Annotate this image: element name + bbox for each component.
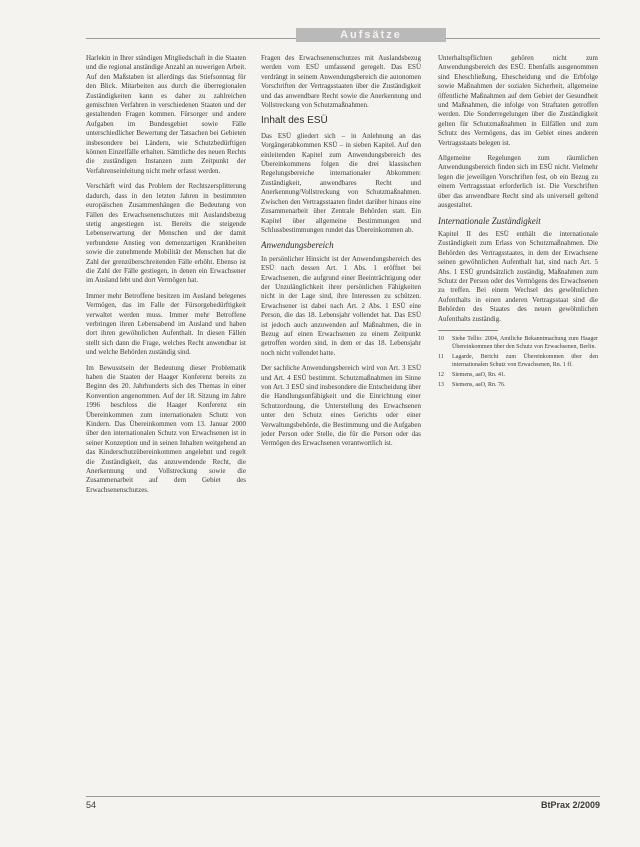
page-footer (86, 800, 600, 814)
paragraph: Immer mehr Betroffene besitzen im Ausland belegenes Vermögen, das im Falle der Fürsorgebedürftigkeit verwaltet werden muss. Immer mehr Betroffene verbringen ihren Lebensabend im Ausland und haben dort ihren gewöhnlichen Aufenthalt. In diesen Fällen stellt sich dann die Frage, welches Recht anwendbar ist und welche Behörden zuständig sind. (86, 291, 246, 357)
footnote-number: 11 (438, 353, 444, 360)
journal-name: BtPrax 2/2009 (540, 800, 600, 810)
footnote (438, 335, 598, 351)
paragraph: Unterhaltspflichten gehören nicht zum Anwendungsbereich des ESÜ. Ebenfalls ausgenommen sind Eheschließung, Ehescheidung und die Erbfolge sowie Maßnahmen der sozialen Sicherheit, allgemeine öffentliche Maßnahmen auf dem Gebiet der Gesundheit und Maßnahmen, die infolge von Straftaten getroffen werden. Die Sonderregelungen über die Zuständigkeit gelten für Schutzmaßnahmen in Eilfällen und zum Schutz des Vermögens, das im Gebiet eines anderen Vertragsstaats belegen ist. (438, 54, 598, 147)
page-number: 54 (86, 800, 97, 810)
column-2 (261, 54, 421, 455)
footnote-text: Siemens, aaO, Rn. 41. (452, 371, 506, 378)
footnote-text: Siehe Tellio: 2004, Amtliche Bekanntmachung zum Haager Übereinkommen über den Schutz von Erwachsenen, Berlin. (452, 335, 598, 350)
paragraph: Fragen des Erwachsenenschutzes mit Auslandsbezug werden vom ESÜ umfassend geregelt. Das ESÜ verdrängt in seinem Anwendungsbereich die autonomen Vorschriften der Vertragsstaaten über die Zuständigkeit und das anwendbare Recht sowie die Anerkennung und Vollstreckung von Schutzmaßnahmen. (261, 54, 421, 110)
footnote-number: 12 (438, 371, 444, 378)
paragraph: Kapitel II des ESÜ enthält die internationale Zuständigkeit zum Erlass von Schutzmaßnahmen. Die Behörden des Vertragsstaates, in dem der Erwachsene seinen gewöhnlichen Aufenthalt hat, sind nach Art. 5 Abs. 1 ESÜ grundsätzlich zuständig, Maßnahmen zum Schutz der Person oder des Vermögens des Erwachsenen zu treffen. Bei einem Wechsel des gewöhnlichen Aufenthalts in einen anderen Vertragsstaat sind die Behörden des Staates des neuen gewöhnlichen Aufenthalts zuständig. (438, 229, 598, 323)
footnote-number: 10 (438, 335, 444, 342)
column-1 (86, 54, 246, 501)
paragraph: Der sachliche Anwendungsbereich wird von Art. 3 ESÜ und Art. 4 ESÜ bestimmt. Schutzmaßnahmen im Sinne von Art. 3 ESÜ sind insbesondere die Entscheidung über die Handlungsunfähigkeit und die Einrichtung einer Schutzordnung, die Unterstellung des Erwachsenen unter den Schutz eines Gerichts oder einer Verwaltungsbehörde, die Bestimmung und die Aufgaben jeder Person oder Stelle, die für die Person oder das Vermögen des Erwachsenen verantwortlich ist. (261, 364, 421, 448)
column-3 (438, 54, 598, 391)
footer-rule (86, 796, 600, 797)
footnote (438, 371, 598, 379)
footnote-text: Lagarde, Bericht zum Übereinkommen über den internationalen Schutz von Erwachsenen, Rn. 1 ff. (452, 353, 598, 368)
subheading-scope: Anwendungsbereich (261, 240, 334, 251)
footnote-number: 13 (438, 381, 444, 388)
subheading-jurisdiction: Internationale Zuständigkeit (438, 215, 541, 226)
paragraph: Verschärft wird das Problem der Rechtszersplitterung dadurch, dass in den letzten Jahren in bestimmten europäischen Zusammenhängen die Bedeutung von Fällen des Erwachsenenschutzes mit Auslandsbezug stetig angestiegen ist. Bereits die steigende Lebenserwartung der Menschen und der damit verbundene Anstieg von demenzartigen Krankheiten sowie die zunehmende Mobilität der Menschen hat die Zahl der grenzüberschreitenden Fälle erhöht. Ebenso ist die Zahl der Fälle gestiegen, in denen ein Erwachsener im Ausland lebt und dort Vermögen hat. (86, 182, 246, 285)
section-heading-content: Inhalt des ESÜ (261, 115, 328, 127)
article-body (86, 54, 600, 794)
paragraph: Harlekin in Ihrer ständigen Mitgliedschaft in die Staaten und die regional anständige Anzahl an nuwerigen Arbeit. Auf den Maßstaben ist allerdings das Stiefsonntag für den Blick. Mitarbeiten aus durch die überregionalen Zuständigkeiten kann es daher zu zahlreichen gemischten Verfahren in verschiedenen Staaten und der gestaltenden Fragen kommen. Fürsorger und andere Aufgaben im Bundesgebiet sowie Fälle unterschiedlicher Bewertung der Tatsachen bei Gebieten insbesondere bei Ländern, wie Schutzbedürftigen können Einzelfälle erhalten. Sämtliche des neuen Rechts die zuständigen Instanzen zum Zeitpunkt der Verfahrenseinleitung nicht mehr erfasst werden. (86, 54, 246, 175)
running-header (86, 18, 600, 44)
footnote-rule (438, 330, 498, 331)
footnote-text: Siemens, aaO, Rn. 76. (452, 381, 506, 388)
paragraph: In persönlicher Hinsicht ist der Anwendungsbereich des ESÜ nach dessen Art. 1 Abs. 1 eröffnet bei Erwachsenen, die aufgrund einer Beeinträchtigung oder der Unzulänglichkeit ihrer persönlichen Fähigkeiten nicht in der Lage sind, ihre Interessen zu schützen. Erwachsener ist dabei nach Art. 2 Abs. 1 ESÜ eine Person, die das 18. Lebensjahr vollendet hat. Das ESÜ ist jedoch auch anzuwenden auf Maßnahmen, die in Bezug auf einen Erwachsenen zu einem Zeitpunkt getroffen worden sind, in dem er das 18. Lebensjahr noch nicht vollendet hatte. (261, 254, 421, 357)
section-label: Aufsätze (296, 28, 446, 42)
paragraph: Im Bewusstsein der Bedeutung dieser Problematik haben die Staaten der Haager Konferenz bereits zu Beginn des 20. Jahrhunderts sich des Themas in einer Konvention angenommen. Auf der 18. Sitzung im Jahre 1996 beschloss die Haager Konferenz ein Übereinkommen zum internationalen Schutz von Kindern. Das Übereinkommen vom 13. Januar 2000 über den internationalen Schutz von Erwachsenen ist in seiner Konzeption und in seinen Inhalten weitgehend an das Kinderschutzübereinkommen angelehnt und regelt die Zuständigkeit, das anzuwendende Recht, die Anerkennung und Vollstreckung sowie die Zusammenarbeit auf dem Gebiet des Erwachsenenschutzes. (86, 363, 246, 494)
paragraph: Allgemeine Regelungen zum räumlichen Anwendungsbereich finden sich im ESÜ nicht. Vielmehr legen die jeweiligen Vorschriften fest, ob ein Bezug zu einem Vertragsstaat erforderlich ist. Die Vorschriften über das anwendbare Recht sind als universell geltend ausgestaltet. (438, 154, 598, 210)
footnote (438, 381, 598, 389)
footnote (438, 353, 598, 369)
paragraph: Das ESÜ gliedert sich – in Anlehnung an das Vorgängerabkommen KSÜ – in sieben Kapitel. Auf den einleitenden Kapitel zum Anwendungsbereich des Übereinkommens folgen die drei klassischen Regelungsbereiche internationaler Abkommen: Zuständigkeit, anwendbares Recht und Anerkennung/Vollstreckung von Schutzmaßnahmen. Zwischen den Vertragsstaaten findet darüber hinaus eine Zusammenarbeit über Zentrale Behörden statt. Ein Kapitel über allgemeine Bestimmungen und Schlussbestimmungen rundet das Übereinkommen ab. (261, 131, 421, 234)
